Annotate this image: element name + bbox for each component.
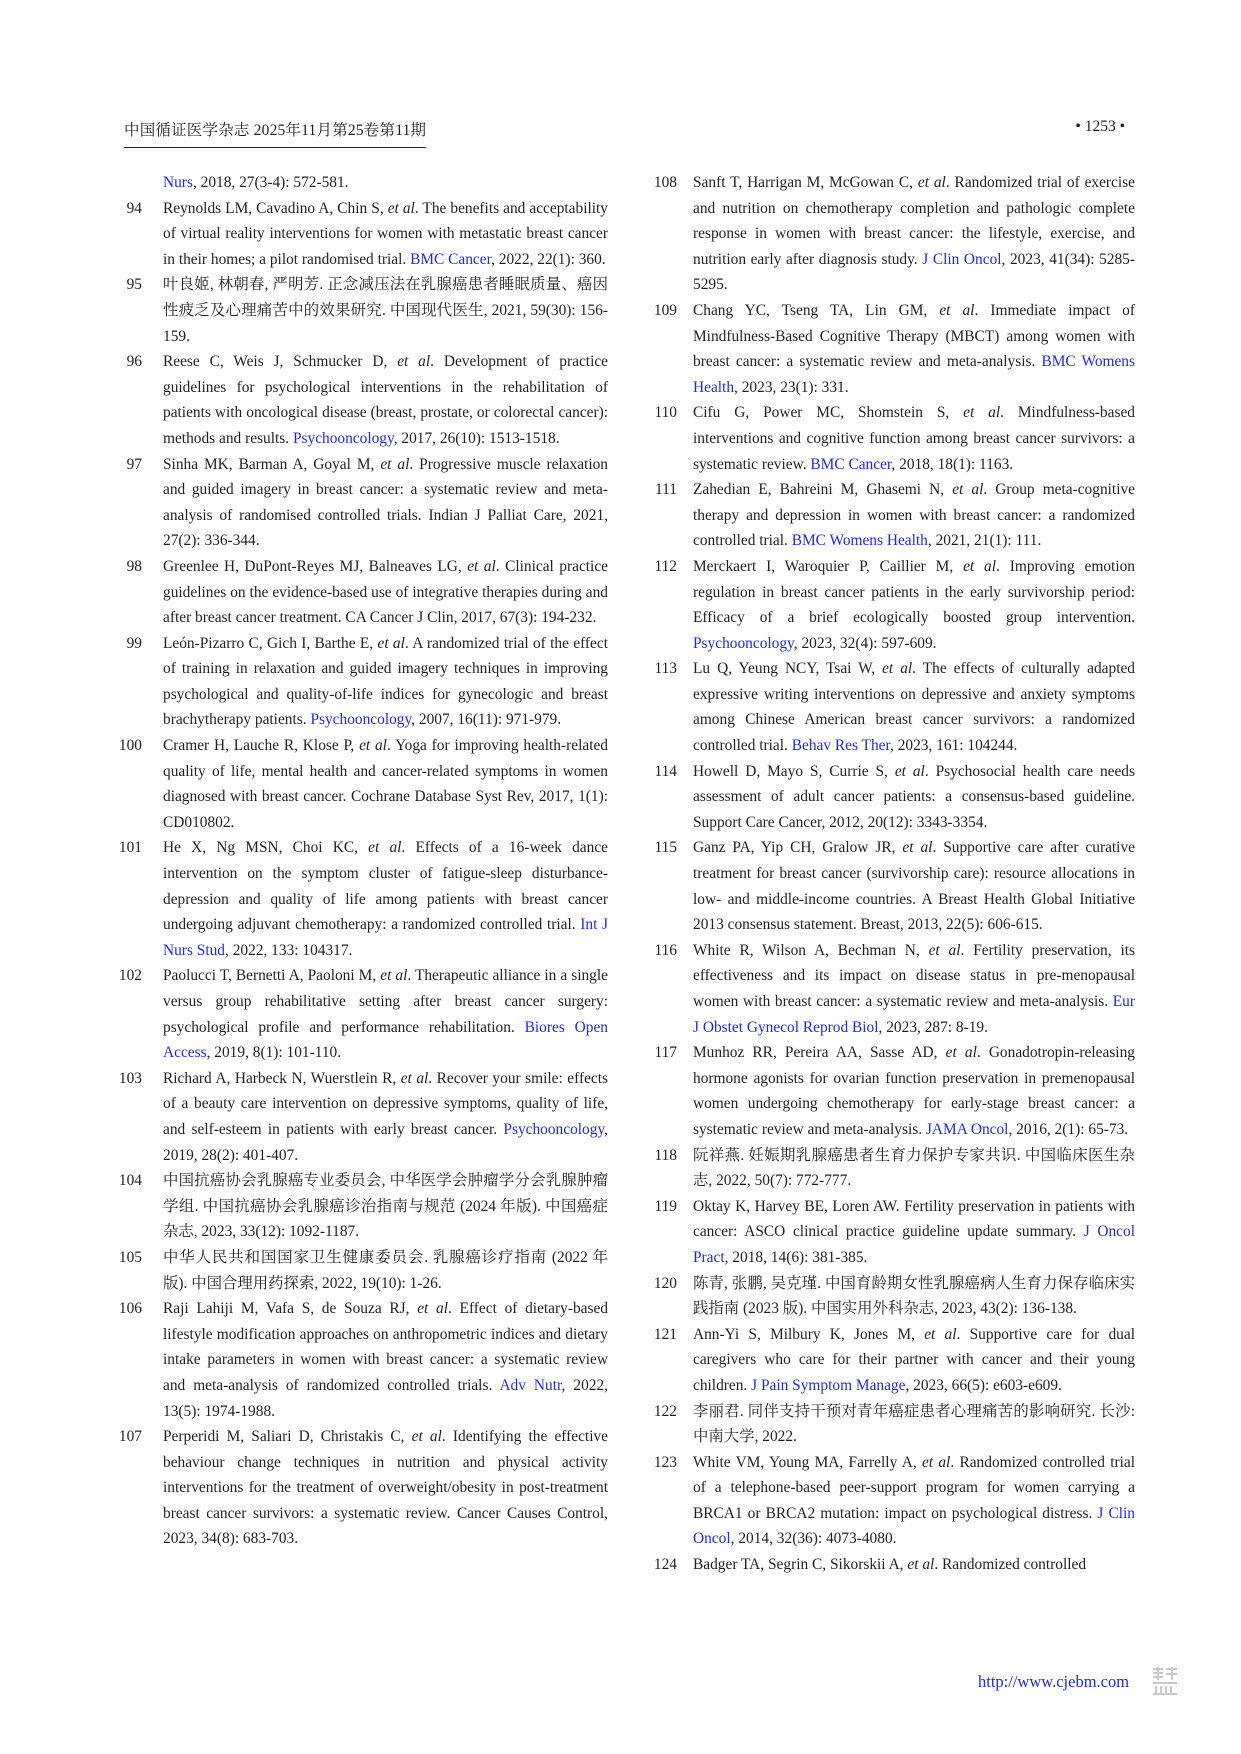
reference-number: 105 <box>118 1248 142 1266</box>
reference-text: Perperidi M, Saliari D, Christakis C, <box>163 1428 412 1446</box>
reference-text: Ganz PA, Yip CH, Gralow JR, <box>693 839 903 857</box>
reference-text: Richard A, Harbeck N, Wuerstlein R, <box>163 1069 401 1087</box>
reference-number: 114 <box>654 762 677 780</box>
reference-item <box>115 170 608 196</box>
reference-text: , 2017, 26(10): 1513-1518. <box>393 429 560 447</box>
reference-text: Raji Lahiji M, Vafa S, de Souza RJ, <box>163 1300 418 1318</box>
reference-text: . Identifying the effective behaviour change techniques in nutrition and physical activity interventions for the treatment of overweight/obesity in post-treatment breast cancer survivors: a systematic review. Cancer Causes Control, 2023, 34(8): 683-703. <box>163 1428 608 1548</box>
references-left-column <box>115 170 608 1552</box>
reference-text: , 2021, 21(1): 111. <box>927 532 1042 550</box>
reference-item <box>645 1194 1135 1271</box>
reference-item <box>645 554 1135 656</box>
et-al-text: et al <box>939 301 975 319</box>
reference-number: 94 <box>126 199 142 217</box>
journal-link[interactable]: Psychooncology <box>310 711 412 729</box>
reference-text: , 2022, 22(1): 360. <box>491 250 606 268</box>
running-header <box>124 112 1125 146</box>
reference-number: 108 <box>653 174 677 191</box>
et-al-text: et al <box>894 762 925 780</box>
reference-number: 116 <box>654 941 677 959</box>
reference-number: 124 <box>653 1556 677 1574</box>
reference-text: . Randomized controlled <box>934 1556 1087 1574</box>
reference-text: . Supportive care after curative treatment for breast cancer (survivorship care): resource allocations in low- and middle-income countries. A Breast Health Global Initiative 2013 consensus statement. Breast, 2013, 22(5): 606-615. <box>693 839 1135 934</box>
reference-text: , 2023, 23(1): 331. <box>734 378 849 396</box>
journal-link[interactable]: Nurs <box>163 174 193 191</box>
reference-number: 101 <box>118 839 142 857</box>
journal-link[interactable]: Adv Nutr <box>499 1376 562 1394</box>
reference-text: , 2023, 41(34): 5285-5295. <box>693 250 1136 294</box>
reference-text: , 2007, 16(11): 971-979. <box>411 711 562 729</box>
reference-text: , 2023, 32(4): 597-609. <box>793 634 937 652</box>
reference-item <box>115 1245 608 1296</box>
reference-number: 102 <box>118 967 142 985</box>
et-al-text: et al <box>963 404 1001 422</box>
et-al-text: et al <box>377 634 405 652</box>
reference-item <box>645 835 1135 937</box>
reference-text: , 2022, 133: 104317. <box>225 941 353 959</box>
reference-number: 97 <box>126 455 142 473</box>
reference-number: 98 <box>126 557 142 575</box>
reference-text: 李丽君. 同伴支持干预对青年癌症患者心理痛苦的影响研究. 长沙: 中南大学, 2022. <box>693 1402 1135 1446</box>
reference-text: Reese C, Weis J, Schmucker D, <box>163 353 398 371</box>
et-al-text: et al <box>921 1453 951 1471</box>
reference-text: Cifu G, Power MC, Shomstein S, <box>693 404 964 422</box>
reference-item <box>645 1552 1135 1578</box>
reference-item <box>115 196 608 273</box>
reference-text: León-Pizarro C, Gich I, Barthe E, <box>163 634 378 652</box>
reference-number: 104 <box>118 1172 142 1190</box>
journal-link[interactable]: J Clin Oncol <box>922 250 1002 268</box>
journal-link[interactable]: J Oncol Pract <box>693 1223 1135 1266</box>
et-al-text: et al <box>917 174 946 191</box>
et-al-text: et al <box>397 353 431 371</box>
reference-item <box>645 1143 1135 1194</box>
reference-text: Sanft T, Harrigan M, McGowan C, <box>693 174 918 191</box>
journal-link[interactable]: Eur J Obstet Gynecol Reprod Biol <box>693 993 1135 1036</box>
et-al-text: et al <box>387 199 415 217</box>
reference-number: 100 <box>118 737 142 755</box>
reference-text: , 2023, 66(5): e603-e609. <box>905 1376 1062 1394</box>
reference-text: Reynolds LM, Cavadino A, Chin S, <box>163 199 388 217</box>
page-number: • 1253 • <box>1075 118 1125 135</box>
journal-link[interactable]: BMC Womens Health <box>693 353 1135 396</box>
reference-text: Sinha MK, Barman A, Goyal M, <box>163 455 381 473</box>
reference-text: . A randomized trial of the effect of training in relaxation and guided imagery techniques in improving psychological and quality-of-life indices for gynecologic and breast brachytherapy patients. <box>163 634 608 729</box>
reference-text: 陈青, 张鹏, 吴克瑾. 中国育龄期女性乳腺癌病人生育力保存临床实践指南 (2023 版). 中国实用外科杂志, 2023, 43(2): 136-138. <box>693 1274 1135 1318</box>
et-al-text: et al <box>417 1300 448 1318</box>
reference-item <box>645 1450 1135 1552</box>
reference-item <box>115 963 608 1065</box>
reference-text: . Immediate impact of Mindfulness-Based Cognitive Therapy (MBCT) among women with breast cancer: a systematic review and meta-analysis. <box>693 301 1135 371</box>
reference-text: Badger TA, Segrin C, Sikorskii A, <box>693 1556 908 1574</box>
reference-text: , 2023, 161: 104244. <box>890 737 1018 755</box>
journal-link[interactable]: Psychooncology <box>292 429 394 447</box>
reference-item <box>645 1271 1135 1322</box>
reference-text: . Psychosocial health care needs assessment of adult cancer patients: a consensus-based guideline. Support Care Cancer, 2012, 20(12): 3343-3354. <box>693 762 1135 831</box>
et-al-text: et al <box>882 660 913 678</box>
reference-item <box>645 759 1135 836</box>
reference-number: 117 <box>654 1044 677 1062</box>
journal-url-link[interactable]: http://www.cjebm.com <box>978 1672 1130 1691</box>
reference-item <box>115 1424 608 1552</box>
journal-link[interactable]: Psychooncology <box>693 634 794 652</box>
reference-text: 中国抗癌协会乳腺癌专业委员会, 中华医学会肿瘤学分会乳腺肿瘤学组. 中国抗癌协会乳腺癌诊治指南与规范 (2024 年版). 中国癌症杂志, 2023, 33(12): 1092-1187. <box>163 1172 608 1241</box>
reference-number: 109 <box>653 301 677 319</box>
et-al-text: et al <box>963 557 997 575</box>
reference-number: 122 <box>653 1402 677 1420</box>
reference-text: Munhoz RR, Pereira AA, Sasse AD, <box>693 1044 946 1062</box>
reference-text: . Randomized controlled trial of a telephone-based peer-support program for women carrying a BRCA1 or BRCA2 mutation: impact on psychological distress. <box>693 1453 1135 1522</box>
reference-text: 叶良姬, 林朝春, 严明芳. 正念减压法在乳腺癌患者睡眠质量、癌因性疲乏及心理痛苦中的效果研究. 中国现代医生, 2021, 59(30): 156-159. <box>163 276 608 345</box>
reference-number: 107 <box>118 1428 142 1446</box>
et-al-text: et al <box>952 481 984 499</box>
reference-number: 95 <box>126 276 142 294</box>
reference-number: 111 <box>655 481 677 499</box>
reference-text: . Effects of a 16-week dance intervention on the symptom cluster of fatigue-sleep disturbance-depression and quality of life among patients with breast cancer undergoing adjuvant chemotherapy: a randomized controlled trial. <box>163 839 608 934</box>
reference-text: Ann-Yi S, Milbury K, Jones M, <box>693 1325 925 1343</box>
reference-item <box>115 1296 608 1424</box>
reference-number: 113 <box>654 660 677 678</box>
reference-text: . Effect of dietary-based lifestyle modification approaches on anthropometric indices and dietary intake parameters in women with breast cancer: a systematic review and meta-analysis of randomized controlled trials. <box>163 1300 608 1394</box>
reference-text: , 2022, 13(5): 1974-1988. <box>163 1376 608 1420</box>
reference-item <box>645 298 1135 400</box>
reference-text: 阮祥燕. 妊娠期乳腺癌患者生育力保护专家共识. 中国临床医生杂志, 2022, 50(7): 772-777. <box>693 1146 1135 1190</box>
reference-text: He X, Ng MSN, Choi KC, <box>163 839 369 857</box>
reference-text: . Mindfulness-based interventions and cognitive function among breast cancer survivors: a systematic review. <box>693 404 1135 473</box>
et-al-text: et al <box>368 839 402 857</box>
reference-text: . Group meta-cognitive therapy and depression in women with breast cancer: a randomized controlled trial. <box>693 481 1135 550</box>
reference-item <box>115 554 608 631</box>
reference-text: . Recover your smile: effects of a beauty care intervention on depressive symptoms, quality of life, and self-esteem in patients with early breast cancer. <box>163 1069 609 1138</box>
reference-text: White R, Wilson A, Bechman N, <box>693 941 929 959</box>
reference-text: . Progressive muscle relaxation and guided imagery in breast cancer: a systematic review and meta-analysis of randomised controlled trials. Indian J Palliat Care, 2021, 27(2): 336-344. <box>163 455 608 550</box>
journal-link[interactable]: BMC Cancer <box>810 455 892 473</box>
journal-link[interactable]: J Clin Oncol <box>693 1504 1135 1548</box>
reference-text: , 2023, 287: 8-19. <box>878 1018 988 1036</box>
reference-item <box>115 1168 608 1245</box>
reference-text: . Fertility preservation, its effectiveness and its impact on disease status in pre-menopausal women with breast cancer: a systematic review and meta-analysis. <box>693 941 1135 1010</box>
journal-link[interactable]: JAMA Oncol <box>925 1120 1009 1138</box>
reference-text: , 2014, 32(36): 4073-4080. <box>730 1530 897 1548</box>
reference-text: Oktay K, Harvey BE, Loren AW. Fertility preservation in patients with cancer: ASCO clinical practice guideline update summary. <box>693 1197 1135 1241</box>
journal-link[interactable]: BMC Cancer <box>410 250 492 268</box>
et-al-text: et al <box>902 839 933 857</box>
et-al-text: et al <box>924 1325 957 1343</box>
journal-link[interactable]: Behav Res Ther <box>791 737 890 755</box>
et-al-text: et al <box>928 941 961 959</box>
journal-link[interactable]: J Pain Symptom Manage <box>751 1376 906 1394</box>
et-al-text: et al <box>467 557 496 575</box>
reference-text: . Development of practice guidelines for psychological interventions in the rehabilitation of patients with oncological disease (breast, prostate, or colorectal cancer): methods and results. <box>163 353 609 447</box>
reference-item <box>645 170 1135 298</box>
reference-text: . The effects of culturally adapted expressive writing interventions on depressive and anxiety symptoms among Chinese American breast cancer survivors: a randomized controlled trial. <box>693 660 1135 755</box>
reference-item <box>645 1322 1135 1399</box>
reference-text: . Yoga for improving health-related quality of life, mental health and cancer-related symptoms in women diagnosed with breast cancer. Cochrane Database Syst Rev, 2017, 1(1): CD010802. <box>163 737 608 831</box>
journal-title: 中国循证医学杂志 2025年11月第25卷第11期 <box>124 118 426 148</box>
reference-number: 110 <box>654 404 677 422</box>
reference-number: 99 <box>126 634 142 652</box>
reference-text: Merckaert I, Waroquier P, Caillier M, <box>693 557 964 575</box>
reference-text: Lu Q, Yeung NCY, Tsai W, <box>693 660 883 678</box>
reference-item <box>115 272 608 349</box>
reference-item <box>645 1399 1135 1450</box>
journal-link[interactable]: Psychooncology <box>503 1120 605 1138</box>
reference-text: White VM, Young MA, Farrelly A, <box>693 1453 922 1471</box>
reference-text: . Therapeutic alliance in a single versus group rehabilitative setting after breast cancer surgery: psychological profile and performance rehabilitation. <box>163 967 608 1036</box>
et-al-text: et al <box>907 1556 935 1574</box>
reference-text: Paolucci T, Bernetti A, Paoloni M, <box>163 967 381 985</box>
reference-text: Zahedian E, Bahreini M, Ghasemi N, <box>693 481 953 499</box>
reference-item <box>645 656 1135 758</box>
journal-link[interactable]: Int J Nurs Stud <box>163 916 608 959</box>
et-al-text: et al <box>411 1428 442 1446</box>
reference-text: . Improving emotion regulation in breast cancer patients in the early survivorship period: Efficacy of a brief ecologically boosted group intervention. <box>693 557 1136 627</box>
reference-number: 121 <box>653 1325 677 1343</box>
et-al-text: et al <box>380 967 408 985</box>
journal-logo-icon <box>1152 1666 1178 1696</box>
reference-text: , 2018, 18(1): 1163. <box>891 455 1014 473</box>
journal-link[interactable]: Biores Open Access <box>163 1018 608 1062</box>
reference-item <box>115 1066 608 1168</box>
reference-text: , 2019, 28(2): 401-407. <box>163 1120 608 1164</box>
reference-item <box>645 477 1135 554</box>
reference-number: 112 <box>654 557 677 575</box>
reference-item <box>115 733 608 835</box>
reference-item <box>115 349 608 451</box>
reference-text: . Randomized trial of exercise and nutrition on chemotherapy completion and pathologic complete response in women with breast cancer: the lifestyle, exercise, and nutrition early after diagnosis study. <box>693 174 1135 268</box>
reference-text: . Gonadotropin-releasing hormone agonists for ovarian function preservation in premenopausal women undergoing chemotherapy for early-stage breast cancer: a systematic review and meta-analysis. <box>693 1044 1135 1138</box>
reference-text: . Supportive care for dual caregivers who care for their partner with cancer and their young children. <box>693 1325 1135 1394</box>
reference-item <box>115 631 608 733</box>
reference-text: , 2016, 2(1): 65-73. <box>1008 1120 1129 1138</box>
reference-text: 中华人民共和国国家卫生健康委员会. 乳腺癌诊疗指南 (2022 年版). 中国合理用药探索, 2022, 19(10): 1-26. <box>163 1248 608 1292</box>
et-al-text: et al <box>400 1069 429 1087</box>
reference-number: 119 <box>654 1197 677 1215</box>
reference-item <box>645 1040 1135 1142</box>
reference-text: , 2018, 14(6): 381-385. <box>724 1248 868 1266</box>
reference-text: Chang YC, Tseng TA, Lin GM, <box>693 301 940 319</box>
reference-text: Howell D, Mayo S, Currie S, <box>693 762 895 780</box>
reference-text: Greenlee H, DuPont-Reyes MJ, Balneaves LG, <box>163 557 468 575</box>
reference-number: 115 <box>654 839 677 857</box>
reference-number: 123 <box>653 1453 677 1471</box>
reference-item <box>115 452 608 554</box>
reference-number: 106 <box>118 1300 142 1318</box>
reference-number: 120 <box>653 1274 677 1292</box>
journal-link[interactable]: BMC Womens Health <box>791 532 928 550</box>
reference-text: Cramer H, Lauche R, Klose P, <box>163 737 360 755</box>
reference-text: . Clinical practice guidelines on the evidence-based use of integrative therapies during and after breast cancer treatment. CA Cancer J Clin, 2017, 67(3): 194-232. <box>163 557 608 627</box>
reference-item <box>645 400 1135 477</box>
et-al-text: et al <box>945 1044 977 1062</box>
et-al-text: et al <box>380 455 410 473</box>
reference-text: . The benefits and acceptability of virtual reality interventions for women with metastatic breast cancer in their homes; a pilot randomised trial. <box>163 199 608 268</box>
reference-item <box>645 938 1135 1040</box>
reference-number: 118 <box>654 1146 677 1164</box>
reference-number: 96 <box>126 353 142 371</box>
references-right-column <box>645 170 1135 1578</box>
reference-number: 103 <box>118 1069 142 1087</box>
reference-text: , 2018, 27(3-4): 572-581. <box>192 174 349 191</box>
et-al-text: et al <box>359 737 387 755</box>
reference-text: , 2019, 8(1): 101-110. <box>206 1044 342 1062</box>
reference-item <box>115 835 608 963</box>
